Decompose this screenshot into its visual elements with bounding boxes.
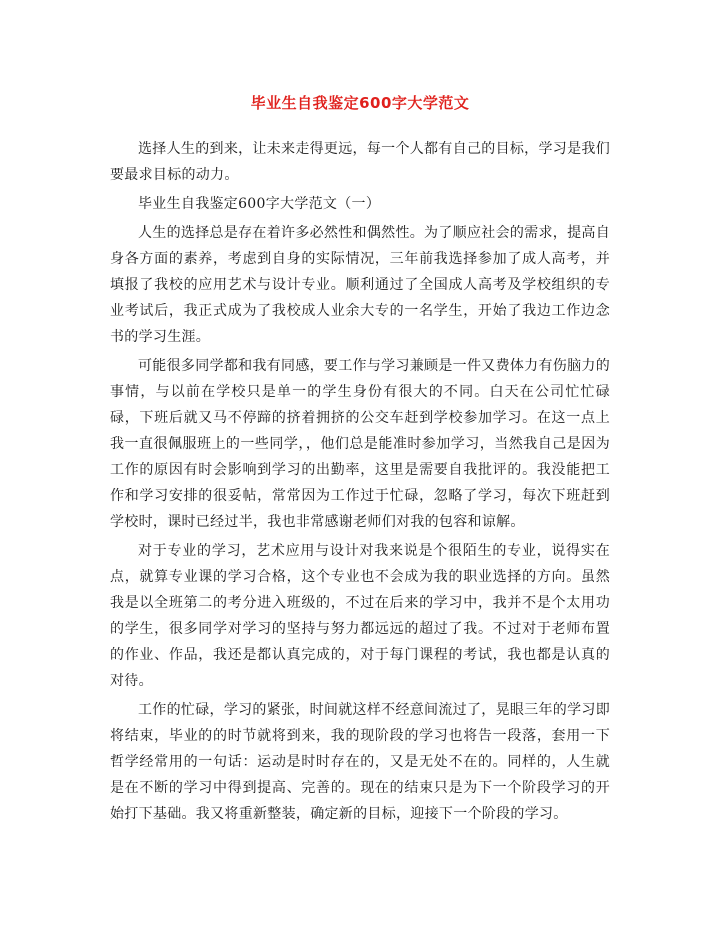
- paragraph-4: 工作的忙碌，学习的紧张，时间就这样不经意间流过了，晃眼三年的学习即将结束，毕业的的时节就将到来，我的现阶段的学习也将告一段落，套用一下哲学经常用的一句话：运动是时时存在的，又是无处不在的。同样的，人生就是在不断的学习中得到提高、完善的。现在的结束只是为下一个阶段学习的开始打下基础。我又将重新整装，确定新的目标，迎接下一个阶段的学习。: [110, 702, 610, 822]
- section-heading: 毕业生自我鉴定600字大学范文（一）: [138, 196, 381, 212]
- paragraph-3: 对于专业的学习，艺术应用与设计对我来说是个很陌生的专业，说得实在点，就算专业课的学习合格，这个专业也不会成为我的职业选择的方向。虽然我是以全班第二的考分进入班级的，不过在后来的学习中，我并不是个太用功的学生，很多同学对学习的坚持与努力都远远的超过了我。不过对于老师布置的作业、作品，我还是都认真完成的，对于每门课程的考试，我也都是认真的对待。: [110, 543, 610, 689]
- paragraph-2: 可能很多同学都和我有同感，要工作与学习兼顾是一件又费体力有伤脑力的事情，与以前在学校只是单一的学生身份有很大的不同。白天在公司忙忙碌碌，下班后就又马不停蹄的挤着拥挤的公交车赶到学校参加学习。在这一点上我一直很佩服班上的一些同学，，他们总是能准时参加学习，当然我自己是因为工作的原因有时会影响到学习的出勤率，这里是需要自我批评的。我没能把工作和学习安排的很妥帖，常常因为工作过于忙碌，忽略了学习，每次下班赶到学校时，课时已经过半，我也非常感谢老师们对我的包容和谅解。: [110, 358, 610, 530]
- paragraph-intro: 选择人生的到来，让未来走得更远，每一个人都有自己的目标，学习是我们要最求目标的动力。: [110, 141, 610, 183]
- document-body: [110, 136, 610, 827]
- document-title: 毕业生自我鉴定600字大学范文: [250, 94, 470, 112]
- paragraph-1: 人生的选择总是存在着许多必然性和偶然性。为了顺应社会的需求，提高自身各方面的素养，考虑到自身的实际情况，三年前我选择参加了成人高考，并填报了我校的应用艺术与设计专业。顺利通过了全国成人高考及学校组织的专业考试后，我正式成为了我校成人业余大专的一名学生，开始了我边工作边念书的学习生涯。: [110, 225, 610, 345]
